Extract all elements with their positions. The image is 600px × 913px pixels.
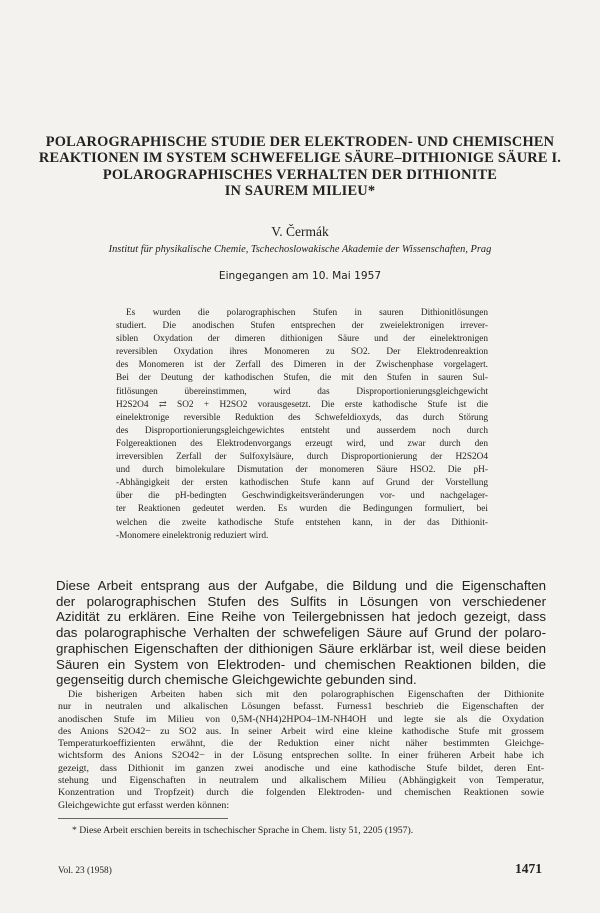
intro-line: gegenseitig durch chemische Gleichgewichte gebunden sind. (56, 672, 417, 688)
abstract-line: Es wurden die polarographischen Stufen in sauren Dithionitlösungen (126, 308, 488, 318)
abstract-line: des Monomeren ist der Zerfall des Dimeren in der Zwischenphase vorgelagert. (116, 360, 488, 371)
title-line: POLAROGRAPHISCHES VERHALTEN DER DITHIONITE (102, 166, 498, 183)
body-line: anodischen Stufe im Milieu von 0,5M-(NH4)2HPO4–1M-NH4OH und legte sie als die Oxydation (58, 713, 544, 725)
title-line: REAKTIONEN IM SYSTEM SCHWEFELIGE SÄURE–DITHIONIGE SÄURE I. (38, 150, 562, 167)
abstract-line: und durch bimolekulare Dismutation der monomeren Säure HSO2. Die pH- (116, 465, 488, 476)
abstract-line: irreversiblen Zerfall der Sulfoxylsäure, durch Disproportionierung der H2S2O4 (116, 452, 488, 463)
body-paragraph (58, 689, 544, 812)
body-line: Die bisherigen Arbeiten haben sich mit den polarographischen Eigenschaften der Dithionite (68, 689, 544, 700)
paper-title (20, 134, 580, 200)
abstract-line: fitlösungen übereinstimmen, wird das Disproportionierungsgleichgewicht (116, 386, 488, 397)
body-line: gezeigt, dass Dithionit im ganzen zwei anodische und eine kathodische Stufe bildet, deren Ent- (58, 762, 544, 774)
title-line: IN SAUREM MILIEU* (224, 183, 376, 200)
body-line: Gleichgewichte gut erfasst werden können: (58, 799, 230, 811)
abstract-line: H2S2O4 ⇄ SO2 + H2SO2 vorausgesetzt. Die erste kathodische Stufe ist die (116, 399, 488, 410)
received-date: Eingegangen am 10. Mai 1957 (218, 270, 382, 282)
intro-line: das polarographische Verhalten der schwefeligen Säure auf Grund der polaro- (56, 625, 546, 641)
title-line: POLAROGRAPHISCHE STUDIE DER ELEKTRODEN- UND CHEMISCHEN (45, 134, 555, 150)
abstract-line: des Disproportionierungsgleichgewichtes entsteht und ausserdem noch durch (116, 425, 488, 436)
intro-line: graphischen Eigenschaften der dithionigen Säure erklärbar ist, weil diese beiden (56, 640, 546, 656)
abstract-line: -Monomere einelektronig reduziert wird. (116, 530, 269, 541)
author-name: V. Čermák (271, 224, 329, 239)
abstract-line: studiert. Die anodischen Stufen entsprechen der zweielektronigen irrever- (116, 321, 488, 332)
abstract-line: Folgereaktionen des Elektrodenvorgangs erzeugt wird, und zwar durch den (116, 438, 488, 449)
footnote-divider (58, 818, 228, 819)
intro-line: Säuren ein System von Elektroden- und chemischen Reaktionen bilden, die (56, 656, 546, 672)
footnote: * Diese Arbeit erschien bereits in tschechischer Sprache in Chem. listy 51, 2205 (1957). (72, 825, 414, 836)
abstract-line: über die pH-bedingten Geschwindigkeitsveränderungen vor- und nachgelager- (116, 491, 488, 502)
abstract-line: siblen Oxydation der dimeren dithionigen Säure und der einelektronigen (116, 334, 488, 345)
abstract-line: reversiblen Oxydation ihres Monomeren zu SO2. Der Elektrodenreaktion (116, 347, 488, 358)
intro-paragraph (56, 578, 546, 688)
author-affiliation: Institut für physikalische Chemie, Tschechoslowakische Akademie der Wissenschaften, Prag (108, 244, 492, 255)
body-line: nur in neutralen und alkalischen Lösungen befasst. Furness1 beschrieb die Eigenschaften der (58, 701, 544, 713)
abstract-line: ter Reaktionen gedeutet werden. Es wurden die Bedingungen formuliert, bei (116, 504, 488, 515)
abstract (116, 307, 488, 543)
intro-line: Azidität zu erklären. Eine Reihe von Teilergebnissen hat jedoch gezeigt, dass (56, 609, 546, 625)
abstract-line: welchen die zweite kathodische Stufe entstehen kann, in der das Dithionit- (116, 517, 488, 528)
body-line: Konzentration und Tropfzeit) durch die folgenden Elektroden- und chemischen Reaktionen sowie (58, 787, 544, 799)
intro-line: der polarographischen Stufen des Sulfits in Lösungen von verschiedener (56, 593, 546, 609)
body-line: stehung und Eigenschaften in neutralem und alkalischem Milieu (Abhängigkeit von Temperatur, (58, 775, 544, 787)
intro-line: Diese Arbeit entsprang aus der Aufgabe, die Bildung und die Eigenschaften (56, 578, 546, 593)
abstract-line: -Abhängigkeit der ersten kathodischen Stufe kann auf Grund der Vorstellung (116, 478, 488, 489)
body-line: Temperaturkoeffizienten erwähnt, die der Reduktion einer nicht näher bestimmten Gleichge- (58, 738, 544, 750)
body-line: des Anions S2O42− zu SO2 aus. In seiner Arbeit wird eine kleine kathodische Stufe mit grossem (58, 725, 544, 737)
abstract-line: einelektronige reversible Reduktion des Schwefeldioxyds, das durch Störung (116, 412, 488, 423)
page-number: 1471 (515, 861, 542, 876)
volume-info: Vol. 23 (1958) (58, 866, 112, 876)
abstract-line: Bei der Deutung der kathodischen Stufen, die mit den Stufen in sauren Sul- (116, 373, 488, 384)
body-line: wichtsform des Anions S2O42− in der Lösung entsprechen sollte. In einer früheren Arbeit habe ich (58, 750, 544, 762)
